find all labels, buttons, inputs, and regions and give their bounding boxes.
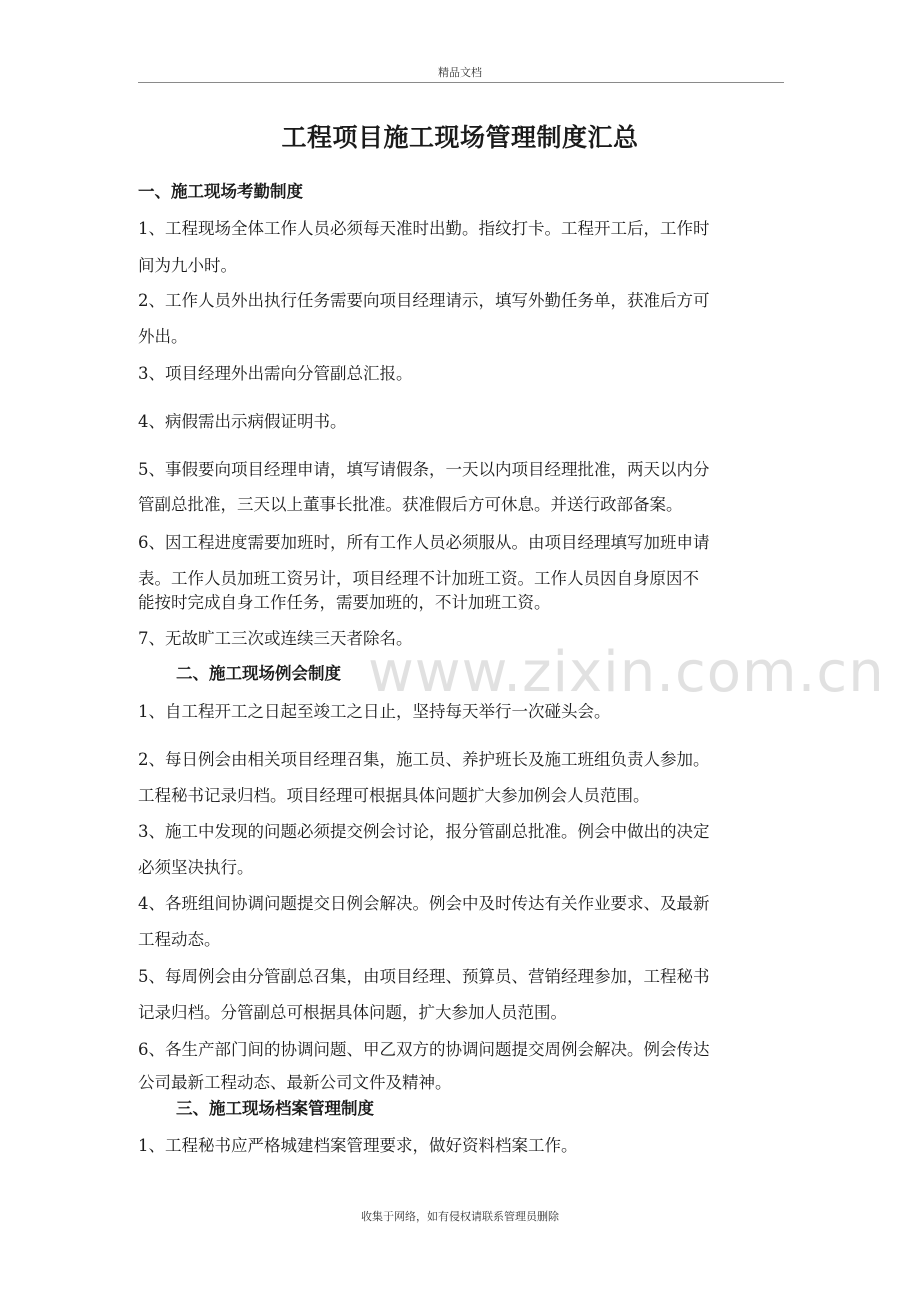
paragraph-line: 4、病假需出示病假证明书。 — [138, 412, 347, 431]
paragraph-line: 外出。 — [138, 327, 188, 346]
paragraph-line: 4、各班组间协调问题提交日例会解决。例会中及时传达有关作业要求、及最新 — [138, 894, 710, 913]
paragraph-line: 工程动态。 — [138, 930, 221, 949]
paragraph-line: 3、施工中发现的问题必须提交例会讨论，报分管副总批准。例会中做出的决定 — [138, 822, 710, 841]
paragraph-line: 1、工程现场全体工作人员必须每天准时出勤。指纹打卡。工程开工后，工作时 — [138, 219, 710, 238]
paragraph-line: 1、工程秘书应严格城建档案管理要求，做好资料档案工作。 — [138, 1136, 578, 1155]
paragraph-line: 2、工作人员外出执行任务需要向项目经理请示，填写外勤任务单，获准后方可 — [138, 291, 710, 310]
paragraph-line: 表。工作人员加班工资另计，项目经理不计加班工资。工作人员因自身原因不 — [138, 569, 699, 588]
paragraph-line: 3、项目经理外出需向分管副总汇报。 — [138, 364, 413, 383]
paragraph-line: 管副总批准，三天以上董事长批准。获准假后方可休息。并送行政部备案。 — [138, 495, 683, 514]
watermark: www.zixin.com.cn — [368, 640, 885, 705]
section-heading: 三、施工现场档案管理制度 — [176, 1099, 374, 1118]
paragraph-line: 2、每日例会由相关项目经理召集，施工员、养护班长及施工班组负责人参加。 — [138, 750, 710, 769]
paragraph-line: 间为九小时。 — [138, 256, 237, 275]
paragraph-line: 1、自工程开工之日起至竣工之日止，坚持每天举行一次碰头会。 — [138, 702, 611, 721]
paragraph-line: 6、各生产部门间的协调问题、甲乙双方的协调问题提交周例会解决。例会传达 — [138, 1040, 710, 1059]
paragraph-line: 7、无故旷工三次或连续三天者除名。 — [138, 629, 413, 648]
paragraph-line: 必须坚决执行。 — [138, 858, 254, 877]
paragraph-line: 工程秘书记录归档。项目经理可根据具体问题扩大参加例会人员范围。 — [138, 786, 650, 805]
paragraph-line: 5、事假要向项目经理申请，填写请假条，一天以内项目经理批准，两天以内分 — [138, 460, 710, 479]
paragraph-line: 6、因工程进度需要加班时，所有工作人员必须服从。由项目经理填写加班申请 — [138, 533, 710, 552]
section-heading: 一、施工现场考勤制度 — [138, 182, 303, 201]
paragraph-line: 公司最新工程动态、最新公司文件及精神。 — [138, 1073, 452, 1092]
page-header: 精品文档 — [438, 66, 482, 79]
page-footer: 收集于网络，如有侵权请联系管理员删除 — [361, 1210, 559, 1223]
paragraph-line: 能按时完成自身工作任务，需要加班的，不计加班工资。 — [138, 593, 551, 612]
paragraph-line: 记录归档。分管副总可根据具体问题，扩大参加人员范围。 — [138, 1003, 567, 1022]
document-title: 工程项目施工现场管理制度汇总 — [281, 123, 639, 152]
section-heading: 二、施工现场例会制度 — [176, 664, 341, 683]
paragraph-line: 5、每周例会由分管副总召集，由项目经理、预算员、营销经理参加，工程秘书 — [138, 967, 710, 986]
